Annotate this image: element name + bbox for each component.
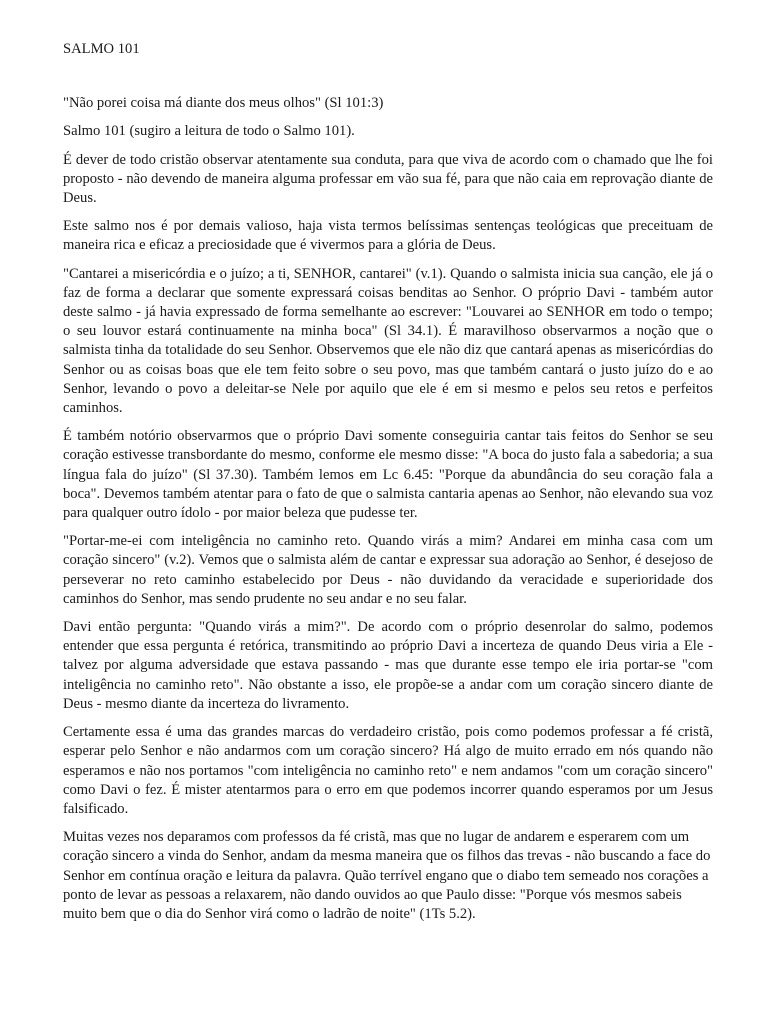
paragraph: Davi então pergunta: "Quando virás a mim?". De acordo com o próprio desenrolar do salmo, podemos entender que essa pergunta é retórica, transmitindo ao próprio Davi a incerteza de quando Deus viria a Ele - talvez por alguma adversidade que estava passando - mas que durante esse tempo ele iria portar-se "com inteligência no caminho reto". Não obstante a isso, ele propõe-se a andar com um coração sincero diante de Deus - mesmo diante da incerteza do livramento.: [63, 619, 713, 712]
paragraph: Este salmo nos é por demais valioso, haja vista termos belíssimas sentenças teológicas que preceituam de maneira rica e eficaz a preciosidade que é vivermos para a glória de Deus.: [63, 218, 713, 254]
paragraph: É dever de todo cristão observar atentamente sua conduta, para que viva de acordo com o chamado que lhe foi proposto - não devendo de maneira alguma professar em vão sua fé, para que não caia em reprovação diante de Deus.: [63, 151, 713, 207]
paragraph: "Portar-me-ei com inteligência no caminho reto. Quando virás a mim? Andarei em minha casa com um coração sincero" (v.2). Vemos que o salmista além de cantar e expressar sua adoração ao Senhor, é desejoso de perseverar no reto caminho estabelecido por Deus - não duvidando da veracidade e superioridade dos caminhos do Senhor, mas sendo prudente no seu andar e no seu falar.: [63, 533, 713, 607]
epigraph-verse: "Não porei coisa má diante dos meus olhos" (Sl 101:3): [63, 95, 384, 112]
reading-suggestion: Salmo 101 (sugiro a leitura de todo o Salmo 101).: [63, 123, 355, 140]
paragraph: Muitas vezes nos deparamos com professos da fé cristã, mas que no lugar de andarem e esperarem com um coração sincero a vinda do Senhor, andam da mesma maneira que os filhos das trevas - não buscando a face do Senhor em contínua oração e leitura da palavra. Quão terrível engano que o diabo tem semeado nos corações a ponto de levar as pessoas a relaxarem, não dando ouvidos ao que Paulo disse: "Porque vós mesmos sabeis muito bem que o dia do Senhor virá como o ladrão de noite" (1Ts 5.2).: [63, 829, 711, 922]
paragraph: Certamente essa é uma das grandes marcas do verdadeiro cristão, pois como podemos professar a fé cristã, esperar pelo Senhor e não andarmos com um coração sincero? Há algo de muito errado em nós quando não esperamos e não nos portamos "com inteligência no caminho reto" e nem andamos "com um coração sincero" como Davi o fez. É mister atentarmos para o erro em que podemos incorrer quando esperamos por um Jesus falsificado.: [63, 724, 713, 817]
paragraph: É também notório observarmos que o próprio Davi somente conseguiria cantar tais feitos do Senhor se seu coração estivesse transbordante do mesmo, conforme ele mesmo disse: "A boca do justo fala a sabedoria; a sua língua fala do juízo" (Sl 37.30). Também lemos em Lc 6.45: "Porque da abundância do seu coração fala a boca". Devemos também atentar para o fato de que o salmista cantaria apenas ao Senhor, não elevando sua voz para qualquer outro ídolo - por maior beleza que pudesse ter.: [63, 428, 713, 522]
paragraph: "Cantarei a misericórdia e o juízo; a ti, SENHOR, cantarei" (v.1). Quando o salmista inicia sua canção, ele já o faz de forma a declarar que somente expressará coisas benditas ao Senhor. O próprio Davi - também autor deste salmo - já havia expressado de forma semelhante ao escrever: "Louvarei ao SENHOR em todo o tempo; o seu louvor estará continuamente na minha boca" (Sl 34.1). É maravilhoso observarmos a noção que o salmista tinha da totalidade do seu Senhor. Observemos que ele não diz que cantará apenas as misericórdias do Senhor ou as coisas boas que ele tem feito sobre o seu povo, mas que também cantará o justo juízo do e ao Senhor, levando o povo a deleitar-se Nele por aquilo que ele é em si mesmo e pelos seu retos e perfeitos caminhos.: [63, 265, 713, 417]
document-page: [63, 40, 713, 933]
document-title: SALMO 101: [63, 41, 140, 57]
